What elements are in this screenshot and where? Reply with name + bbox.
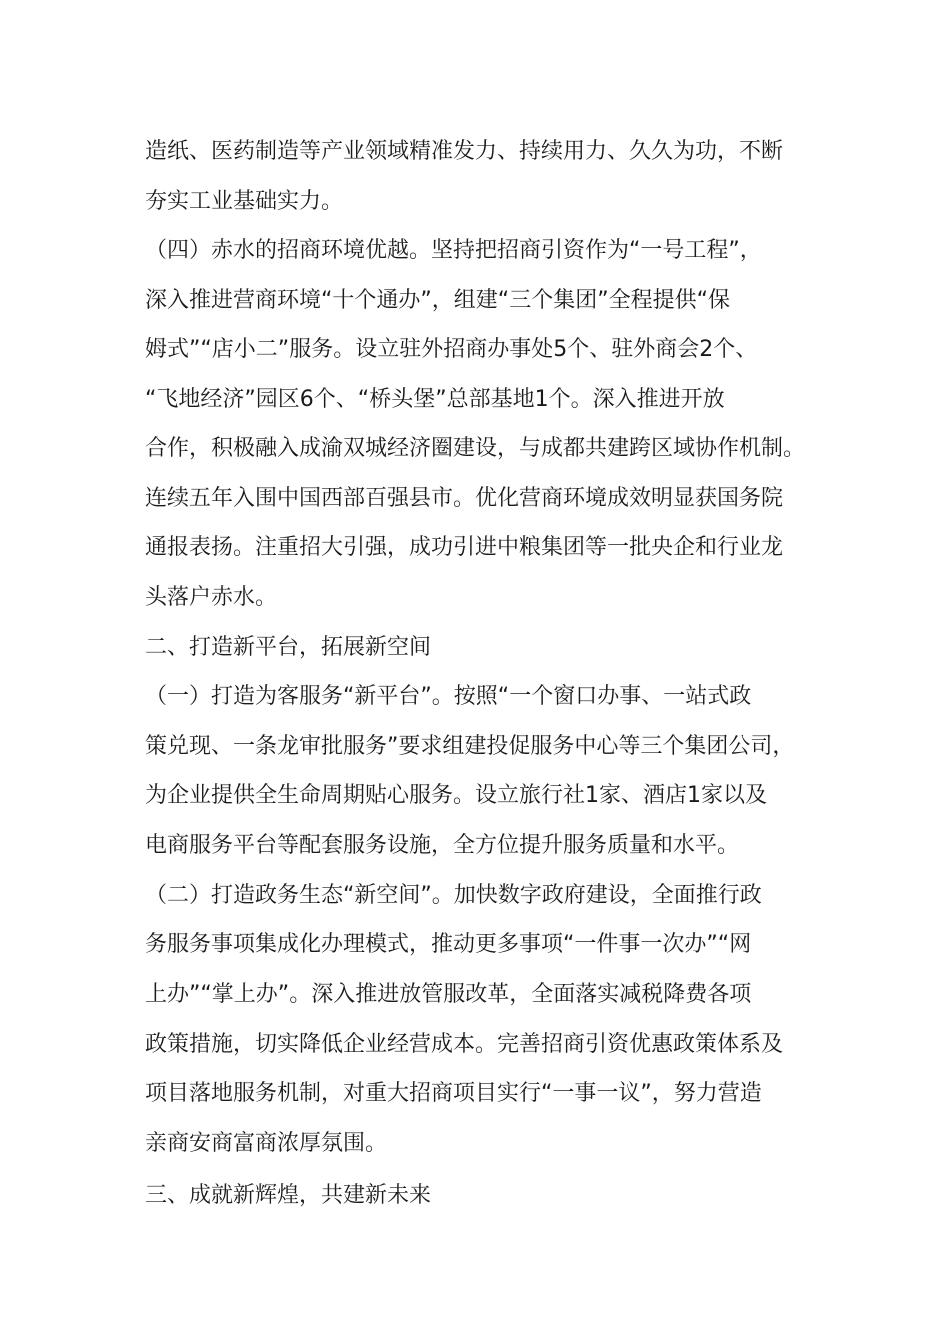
section-heading: 二、打造新平台，拓展新空间 [145,635,432,660]
section-heading: 三、成就新辉煌，共建新未来 [145,1183,432,1208]
text-line: 项目落地服务机制，对重大招商项目实行“一事一议”，努力营造 [145,1081,762,1106]
text-line: 政策措施，切实降低企业经营成本。完善招商引资优惠政策体系及 [145,1032,784,1057]
text-line: （四）赤水的招商环境优越。坚持把招商引资作为“一号工程”， [145,238,762,263]
text-line: 电商服务平台等配套服务设施，全方位提升服务质量和水平。 [145,833,740,858]
text-line: 为企业提供全生命周期贴心服务。设立旅行社1家、酒店1家以及 [145,783,767,808]
text-line: 务服务事项集成化办理模式，推动更多事项“一件事一次办”“网 [145,932,752,957]
text-line: 策兑现、一条龙审批服务”要求组建投促服务中心等三个集团公司， [145,734,795,759]
text-line: 连续五年入围中国西部百强县市。优化营商环境成效明显获国务院 [145,486,784,511]
text-line: 亲商安商富商浓厚氛围。 [145,1131,388,1156]
text-line: （二）打造政务生态“新空间”。加快数字政府建设，全面推行政 [145,883,762,908]
text-line: 上办”“掌上办”。深入推进放管服改革，全面落实减税降费各项 [145,982,752,1007]
text-line: 夯实工业基础实力。 [145,189,344,214]
text-line: 合作，积极融入成渝双城经济圈建设，与成都共建跨区域协作机制。 [145,436,806,461]
text-line: 姆式”“店小二”服务。设立驻外招商办事处5个、驻外商会2个、 [145,337,758,362]
text-line: （一）打造为客服务“新平台”。按照“一个窗口办事、一站式政 [145,684,752,709]
text-line: “飞地经济”园区6个、“桥头堡”总部基地1个。深入推进开放 [145,387,725,412]
text-line: 深入推进营商环境“十个通办”，组建“三个集团”全程提供“保 [145,288,730,313]
text-line: 造纸、医药制造等产业领域精准发力、持续用力、久久为功，不断 [145,139,784,164]
text-line: 通报表扬。注重招大引强，成功引进中粮集团等一批央企和行业龙 [145,535,784,560]
text-line: 头落户赤水。 [145,585,278,610]
